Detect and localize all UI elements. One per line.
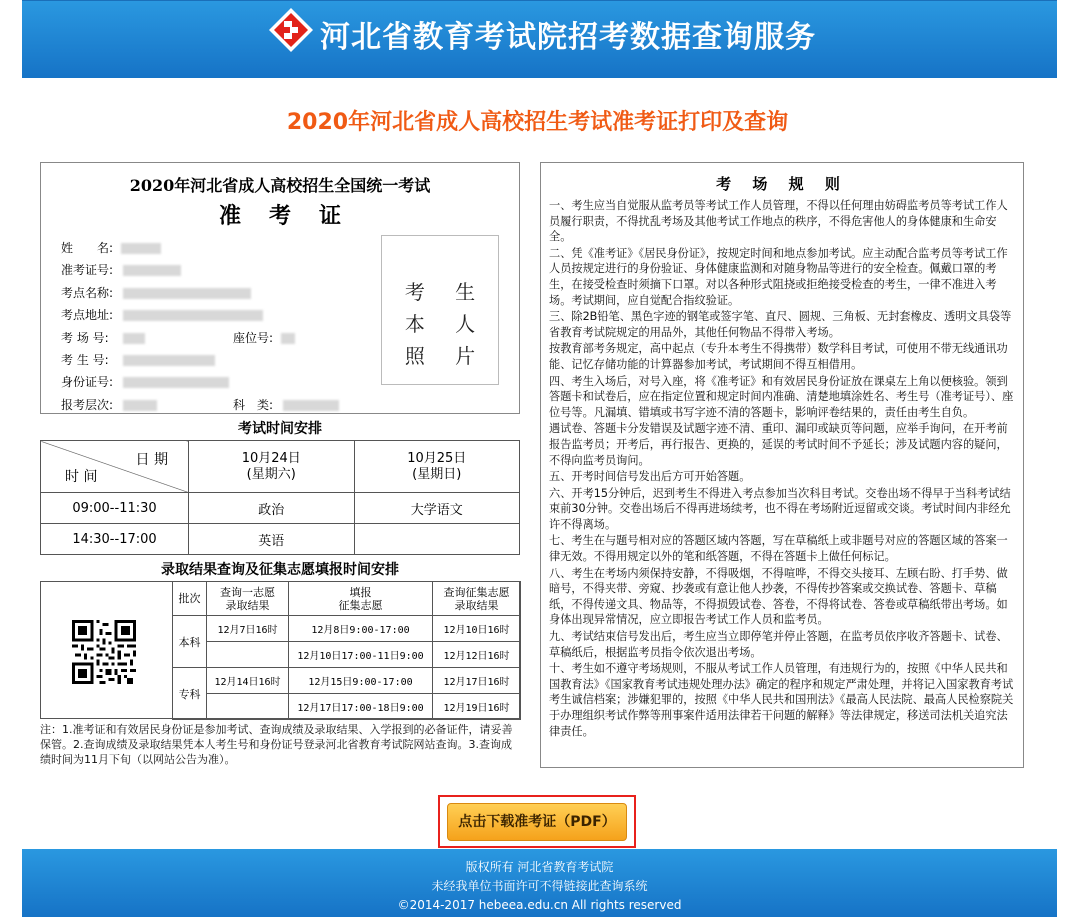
field-label: 考点地址: <box>61 308 114 323</box>
redacted-value <box>281 333 295 344</box>
exam-title: 2020年河北省成人高校招生全国统一考试 <box>129 176 431 195</box>
corner-date-label: 日 期 <box>135 452 168 468</box>
admission-schedule-title: 录取结果查询及征集志愿填报时间安排 <box>161 562 399 578</box>
rule-item: 九、考试结束信号发出后，考生应当立即停笔并停止答题，在监考员依序收齐答题卡、试卷、草稿纸后，根据监考员指令依次退出考场。 <box>549 630 1008 659</box>
ticket-doc-title: 准考证 <box>218 203 369 229</box>
subject-cell <box>354 524 520 555</box>
weekday-text: (星期六) <box>246 466 296 482</box>
field-room-number <box>61 327 381 349</box>
download-ticket-button[interactable]: 点击下载准考证（PDF） <box>447 803 627 841</box>
subject-cell: 大学语文 <box>354 493 520 524</box>
rules-title: 考 场 规 则 <box>716 175 848 193</box>
rule-item: 七、考生在与题号相对应的答题区域内答题，写在草稿纸上或非题号对应的答题区域的答案一律无效。不得用规定以外的笔和纸答题，不得在答题卡上做任何标记。 <box>549 534 1008 564</box>
rule-item: 一、考生应当自觉服从监考员等考试工作人员管理，不得以任何理由妨碍监考员等考试工作人员履行职责，不得扰乱考场及其他考试工作地点的秩序，不得危害他人的身体健康和生命安全。 <box>549 199 1008 244</box>
redacted-value <box>121 243 161 254</box>
redacted-value <box>123 265 181 276</box>
result-cell: 12月12日16时 <box>433 642 521 668</box>
table-row <box>173 642 521 668</box>
admission-ticket <box>40 162 520 414</box>
field-candidate-number <box>61 349 381 371</box>
fill-cell: 12月10日17:00-11日9:00 <box>289 642 433 668</box>
column-header: 批次 <box>173 582 207 616</box>
fill-cell: 12月8日9:00-17:00 <box>289 616 433 642</box>
field-name <box>61 237 381 259</box>
exam-schedule-table <box>40 440 520 555</box>
field-label: 姓 名: <box>61 241 114 255</box>
notes-text: 注：1.准考证和有效居民身份证是参加考试、查询成绩及录取结果、入学报到的必备证件，请妥善保管。2.查询成绩及录取结果凭本人考生号和身份证号登录河北省教育考试院网站查询。3.查询成绩时间为11月下旬（以网站公告为准）。 <box>40 723 513 766</box>
rule-item: 五、开考时间信号发出后方可开始答题。 <box>549 470 751 484</box>
ticket-fields <box>61 237 381 416</box>
redacted-value <box>123 355 215 366</box>
admission-schedule-box <box>40 581 520 719</box>
weekday-text: (星期日) <box>412 466 462 482</box>
result-cell: 12月7日16时 <box>207 616 289 642</box>
field-test-center <box>61 282 381 304</box>
photo-text-line: 考 生 <box>404 280 488 304</box>
photo-placeholder <box>381 235 499 385</box>
rule-item: 八、考生在考场内须保持安静，不得吸烟，不得喧哗，不得交头接耳、左顾右盼、打手势、做暗号，不得夹带、旁窥、抄袭或有意让他人抄袭，不得传抄答案或交换试卷、答题卡、草稿纸，不得传递文具、物品等，不得损毁试卷、答卷，不得将试卷、答卷或草稿纸带出考场。如身体出现异常情况，应立即报告考试工作人员和监考员。 <box>549 566 1008 627</box>
redacted-value <box>123 310 263 321</box>
time-cell: 14:30--17:00 <box>41 524 189 555</box>
page-title: 2020年河北省成人高校招生考试准考证打印及查询 <box>286 110 789 135</box>
exam-rules-panel <box>540 162 1024 768</box>
result-cell: 12月10日16时 <box>433 616 521 642</box>
column-header: 查询征集志愿 录取结果 <box>433 582 521 616</box>
redacted-value <box>123 288 251 299</box>
field-label: 报考层次: <box>61 397 114 412</box>
field-test-address <box>61 304 381 326</box>
field-label: 考 生 号: <box>61 352 109 367</box>
table-row <box>173 616 521 642</box>
download-button-highlight <box>438 795 636 848</box>
site-logo-icon <box>268 7 314 53</box>
result-cell: 12月17日16时 <box>433 668 521 694</box>
redacted-value <box>123 377 229 388</box>
date-text: 10月25日 <box>407 450 467 466</box>
schedule-corner-cell <box>41 441 189 493</box>
seat-label: 座位号: <box>233 330 274 345</box>
subject-cell: 政治 <box>189 493 355 524</box>
field-label: 身份证号: <box>61 375 114 390</box>
subject-label: 科 类: <box>233 397 274 412</box>
rule-item: 按教育部考务规定，高中起点（专升本考生不得携带）数学科目考试，可使用不带无线通讯功能、记忆存储功能的计算器参加考试，考试期间不得互相借用。 <box>549 342 1008 371</box>
rule-item: 六、开考15分钟后，迟到考生不得进入考点参加当次科目考试。交卷出场不得早于当科考试结束前30分钟。交卷出场后不得再进场续考，也不得在考场附近逗留或交谈。考试时间内非经允许不得离场。 <box>549 486 1011 531</box>
time-cell: 09:00--11:30 <box>41 493 189 524</box>
redacted-value <box>123 400 157 411</box>
empty-cell <box>207 694 289 720</box>
footer-notice: 未经我单位书面许可不得链接此查询系统 <box>431 879 648 893</box>
empty-cell <box>207 642 289 668</box>
batch-cell: 本科 <box>173 616 207 668</box>
redacted-value <box>283 400 339 411</box>
footer-copyright: 版权所有 河北省教育考试院 <box>465 860 614 874</box>
rule-item: 二、凭《准考证》《居民身份证》，按规定时间和地点参加考试。应主动配合监考员等考试工作人员按规定进行的身份验证、身体健康监测和对随身物品等进行的安全检查。佩戴口罩的考生，在接受检查时须摘下口罩。对以各种形式阻挠或拒绝接受检查的考生，一律不准进入考场。考试期间，应自觉配合指纹验证。 <box>549 246 1008 307</box>
photo-text-line: 照 片 <box>404 344 488 368</box>
column-header: 查询一志愿 录取结果 <box>207 582 289 616</box>
table-row <box>41 524 520 555</box>
date-header <box>189 441 355 493</box>
table-row <box>173 668 521 694</box>
field-label: 准考证号: <box>61 263 114 278</box>
table-row <box>41 493 520 524</box>
site-title: 河北省教育考试院招考数据查询服务 <box>320 20 816 55</box>
redacted-value <box>123 333 145 344</box>
date-text: 10月24日 <box>241 450 301 466</box>
batch-cell: 专科 <box>173 668 207 720</box>
footer-rights: ©2014-2017 hebeea.edu.cn All rights reserved <box>397 898 682 912</box>
corner-time-label: 时 间 <box>65 469 98 485</box>
column-header: 填报 征集志愿 <box>289 582 433 616</box>
subject-cell: 英语 <box>189 524 355 555</box>
result-cell: 12月19日16时 <box>433 694 521 720</box>
table-row <box>173 694 521 720</box>
field-ticket-number <box>61 259 381 281</box>
rule-item: 四、考生入场后，对号入座，将《准考证》和有效居民身份证放在课桌左上角以便核验。领到答题卡和试卷后，应在指定位置和规定时间内准确、清楚地填涂姓名、考生号（准考证号）、座位号等。凡漏填、错填或书写字迹不清的答题卡，影响评卷结果的，责任由考生自负。 <box>549 374 1014 419</box>
date-header <box>354 441 520 493</box>
field-level <box>61 394 381 416</box>
field-label: 考 场 号: <box>61 330 109 345</box>
field-label: 考点名称: <box>61 285 114 300</box>
result-cell: 12月14日16时 <box>207 668 289 694</box>
rule-item: 十、考生如不遵守考场规则，不服从考试工作人员管理，有违规行为的，按照《中华人民共和国教育法》《国家教育考试违规处理办法》确定的程序和规定严肃处理，并将记入国家教育考试考生诚信档案；涉嫌犯罪的，按照《中华人民共和国刑法》《最高人民法院、最高人民检察院关于办理组织考试作弊等刑事案件适用法律若干问题的解释》等法律规定，移送司法机关追究法律责任。 <box>549 662 1014 738</box>
fill-cell: 12月17日17:00-18日9:00 <box>289 694 433 720</box>
site-header <box>22 0 1057 78</box>
fill-cell: 12月15日9:00-17:00 <box>289 668 433 694</box>
admission-schedule-table <box>172 581 521 720</box>
field-id-number <box>61 371 381 393</box>
rule-item: 三、除2B铅笔、黑色字迹的钢笔或签字笔、直尺、圆规、三角板、无封套橡皮、透明文具袋等省教育考试院规定的用品外，其他任何物品不得带入考场。 <box>549 310 1012 339</box>
qr-code-icon <box>72 620 136 684</box>
exam-schedule-title: 考试时间安排 <box>238 421 322 437</box>
photo-text-line: 本 人 <box>404 312 488 336</box>
rule-item: 遇试卷、答题卡分发错误及试题字迹不清、重印、漏印或缺页等问题，应举手询问，在开考前报告监考员；开考后，再行报告、更换的，延误的考试时间不予延长；涉及试题内容的疑问，不得向监考员询问。 <box>549 422 1008 467</box>
site-footer <box>22 849 1057 917</box>
